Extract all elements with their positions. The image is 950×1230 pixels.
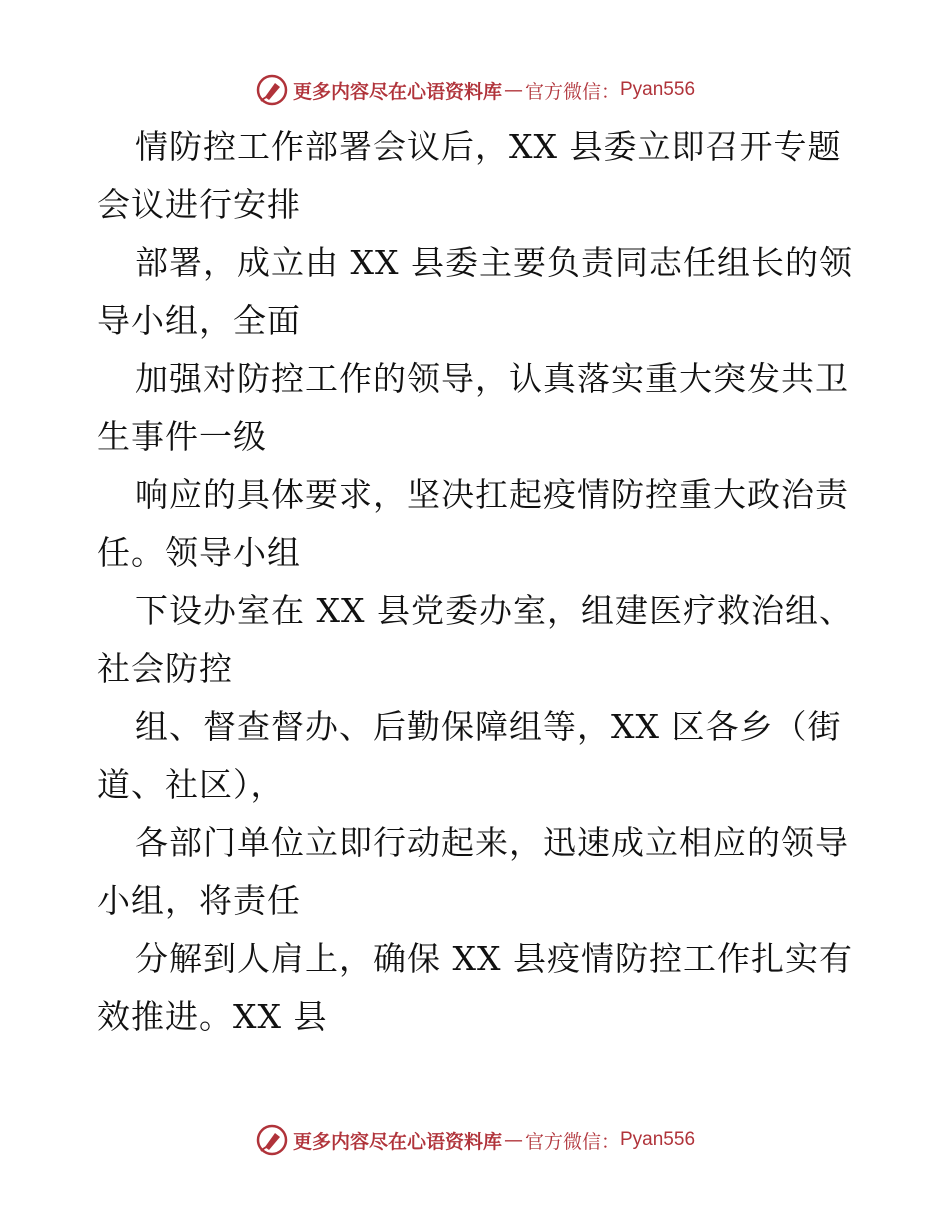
body-line: 会议进行安排 <box>97 185 301 224</box>
pen-nib-logo-icon <box>255 73 289 107</box>
body-line: 响应的具体要求，坚决扛起疫情防控重大政治责 <box>135 475 849 514</box>
body-line: 任。领导小组 <box>97 533 301 572</box>
footer-dash: — <box>503 1129 523 1151</box>
footer-banner <box>0 1120 950 1160</box>
header-wechat-id: Pyan556 <box>620 79 696 100</box>
body-line: 加强对防控工作的领导，认真落实重大突发共卫 <box>135 359 849 398</box>
footer-wechat-id: Pyan556 <box>620 1129 696 1150</box>
document-body <box>97 118 857 1046</box>
header-dash: — <box>503 79 523 101</box>
header-wechat-label: 官方微信： <box>524 80 620 103</box>
body-line: 社会防控 <box>97 649 233 688</box>
body-line: 分解到人肩上，确保 XX 县疫情防控工作扎实有 <box>135 939 853 978</box>
body-line: 各部门单位立即行动起来，迅速成立相应的领导 <box>135 823 849 862</box>
pen-nib-logo-icon <box>255 1123 289 1157</box>
header-title: 更多内容尽在心语资料库 <box>292 80 502 103</box>
body-line: 下设办室在 XX 县党委办室，组建医疗救治组、 <box>135 591 853 630</box>
body-line: 效推进。XX 县 <box>97 997 328 1036</box>
body-line: 生事件一级 <box>97 417 267 456</box>
body-line: 导小组，全面 <box>97 301 301 340</box>
body-line: 道、社区）， <box>97 765 285 804</box>
header-banner <box>0 70 950 110</box>
body-line: 情防控工作部署会议后，XX 县委立即召开专题 <box>135 127 842 166</box>
body-line: 部署，成立由 XX 县委主要负责同志任组长的领 <box>135 243 853 282</box>
footer-title: 更多内容尽在心语资料库 <box>292 1130 502 1153</box>
body-line: 小组，将责任 <box>97 881 301 920</box>
footer-wechat-label: 官方微信： <box>524 1130 620 1153</box>
body-line: 组、督查督办、后勤保障组等，XX 区各乡（街 <box>135 707 842 746</box>
